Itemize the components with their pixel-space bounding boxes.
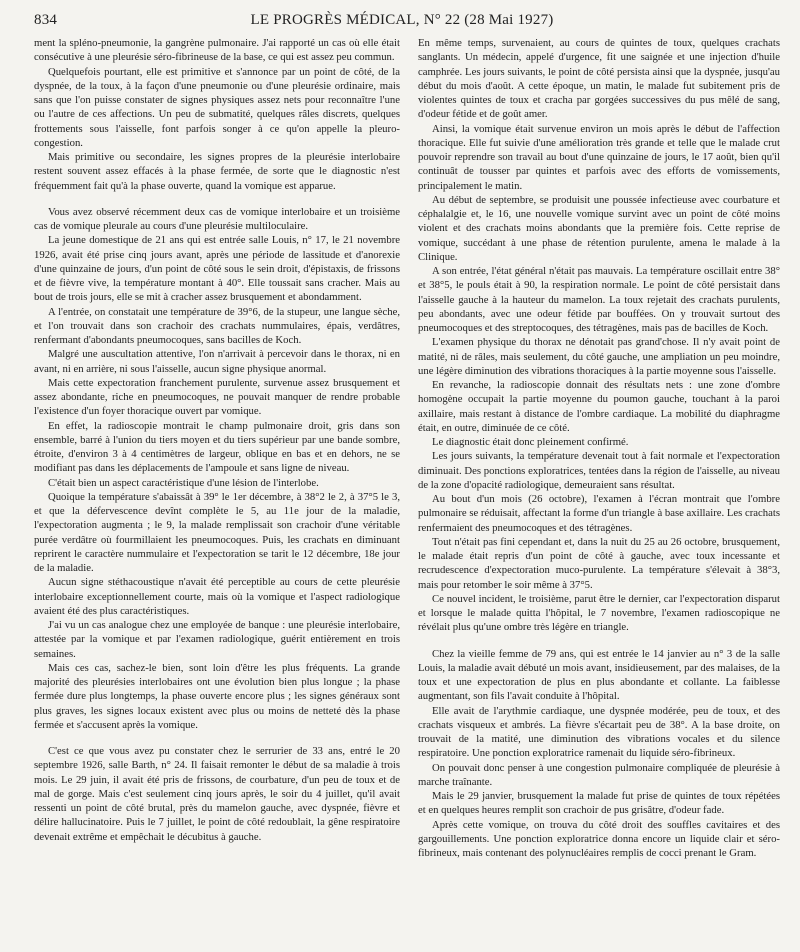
paragraph: L'examen physique du thorax ne dénotait pas grand'chose. Il n'y avait point de matité, ni de râles, mais seulement, du côté gauche, une ampliation un peu moindre, une légère diminution des vibrations thoraciques à la partie moyenne sous l'aisselle. [418,336,780,377]
paragraph: Tout n'était pas fini cependant et, dans la nuit du 25 au 26 octobre, brusquement, le malade était repris d'un point de côté à gauche, avec toux incessante et recrudescence d'expectoration muco-purulente. La température s'élevait à 38°3, mais pour retomber le soir même à 37°5. [418,535,780,591]
paragraph: On pouvait donc penser à une congestion pulmonaire compliquée de pleurésie à marche traînante. [418,761,780,788]
journal-title: LE PROGRÈS MÉDICAL, N° 22 (28 Mai 1927) [250,12,554,28]
paragraph: Malgré une auscultation attentive, l'on n'arrivait à percevoir dans le thorax, ni en avant, ni en arrière, ni sous l'aisselle, aucun signe physique anormal. [34,348,400,375]
paragraph: Quoique la température s'abaissât à 39° le 1er décembre, à 38°2 le 2, à 37°5 le 3, et que la défervescence devînt complète le 5, au 11e jour de la maladie, l'expectoration augmenta ; le 9, la malade remplissait son crachoir d'une véritable purée verdâtre où fourmillaient les pneumocoques. Puis, les crachats en diminuant reprirent le caractère nummulaire et l'expectoration se tarit le 12 décembre, 18e jour de la maladie. [34,490,400,574]
paragraph: C'était bien un aspect caractéristique d'une lésion de l'interlobe. [48,476,319,489]
left-text-column [34,36,400,948]
paragraph: Ainsi, la vomique était survenue environ un mois après le début de l'affection thoracique. Elle fut suivie d'une amélioration très grande et telle que le malade crut pouvoir reprendre son travail au bout d'une quinzaine de jours, le 17 août, bien qu'il continuât de tousser par quintes et parfois avec des efforts de vomissements, principalement le matin. [418,122,780,192]
paragraph: Les jours suivants, la température devenait tout à fait normale et l'expectoration diminuait. Des ponctions exploratrices, tentées dans la région de l'aisselle, au niveau de la zone d'opacité radiologique, demeuraient sans résultat. [418,450,780,491]
section-gap [34,732,400,744]
section-gap [34,193,400,205]
paragraph: La jeune domestique de 21 ans qui est entrée salle Louis, n° 17, le 21 novembre 1926, avait été prise cinq jours avant, après une période de lassitude et d'anorexie d'une quinzaine de jours, d'un point de côté sous le sein droit, d'épistaxis, de frissons et de fièvre vive, la température montant à 40°. Elle toussait sans cracher. Mais au bout de trois jours, elle se mit à cracher assez brusquement et abondamment. [34,234,400,304]
paragraph: Aucun signe stéthacoustique n'avait été perceptible au cours de cette pleurésie interlobaire exceptionnellement courte, mais où la vomique et l'aspect radiologique avaient été des plus caractéristiques. [34,576,400,617]
page-number: 834 [34,12,58,28]
paragraph: En même temps, survenaient, au cours de quintes de toux, quelques crachats sanglants. Un médecin, appelé d'urgence, fit une saignée et une injection d'huile camphrée. Les jours suivants, le point de côté persista ainsi que la dyspnée, jusqu'au début du mois d'août. A cette époque, un matin, le malade fut subitement pris de violentes quintes de toux et cracha par gorgées successives du pus mêlé de sang, d'odeur fétide et de goût amer. [418,37,780,121]
paragraph: C'est ce que vous avez pu constater chez le serrurier de 33 ans, entré le 20 septembre 1926, salle Barth, n° 24. Il faisait remonter le début de sa maladie à trois mois. Le 29 juin, il avait été pris de frissons, de courbature, d'un peu de toux et de mal de gorge. Mais c'est seulement cinq jours après, le soir du 4 juillet, qu'il avait ressenti un point de côté brutal, près du mamelon gauche, avec dyspnée, fièvre et délire hallucinatoire. Puis le 7 juillet, le point de côté redoublait, la gêne respiratoire devenait extrême et empêchait le décubitus à gauche. [34,745,400,843]
paragraph: ment la spléno-pneumonie, la gangrène pulmonaire. J'ai rapporté un cas où elle était consécutive à une pleurésie séro-fibrineuse de la base, ce qui est assez peu commun. [34,37,400,64]
paragraph: J'ai vu un cas analogue chez une employée de banque : une pleurésie interlobaire, attestée par la vomique et par l'examen radiologique, guérit entièrement en trois semaines. [34,619,400,660]
paragraph: Mais le 29 janvier, brusquement la malade fut prise de quintes de toux répétées et en quelques heures remplit son crachoir de pus grisâtre, d'odeur fade. [418,790,780,817]
paragraph: Chez la vieille femme de 79 ans, qui est entrée le 14 janvier au n° 3 de la salle Louis, la maladie avait débuté un mois avant, insidieusement, par des malaises, de la toux et une expectoration de plus en plus abondante et collante. La faiblesse augmentant, son fils l'avait conduite à l'hôpital. [418,647,780,703]
paragraph: A l'entrée, on constatait une température de 39°6, de la stupeur, une langue sèche, et l'on trouvait dans son crachoir des crachats nummulaires, épais, verdâtres, renfermant d'abondants pneumocoques, sans bacilles de Koch. [34,305,400,346]
paragraph: Au début de septembre, se produisit une poussée infectieuse avec courbature et céphalalgie et, le 16, une nouvelle vomique survint avec un point de côté moins violent et des crachats moins abondants que la première fois. Cette reprise de vomique, succédant à une phase de rétention purulente, amena le malade à la Clinique. [418,193,780,263]
paragraph: Le diagnostic était donc pleinement confirmé. [432,436,629,448]
paragraph: Mais ces cas, sachez-le bien, sont loin d'être les plus fréquents. La grande majorité des pleurésies interlobaires ont une évolution bien plus longue ; la phase fermée dure plus longtemps, la phase ouverte encore plus ; les signes généraux sont plus graves, les signes locaux existent avec plus ou moins de netteté dès la phase fermée et s'accusent après la vomique. [34,661,400,731]
page-header [34,12,770,32]
paragraph: A son entrée, l'état général n'était pas mauvais. La température oscillait entre 38° et 38°5, le pouls était à 90, la respiration normale. Le point de côté persistait dans l'aisselle gauche à la hauteur du mamelon. La toux rejetait des crachats purulents, peu abondants, avec une odeur fétide par bouffées. On y trouvait surtout des pneumocoques et des streptocoques, des tétragènes, mais pas de bacilles de Koch. [418,265,780,334]
paragraph: En effet, la radioscopie montrait le champ pulmonaire droit, gris dans son ensemble, barré à l'union du tiers moyen et du tiers supérieur par une bande sombre, étroite, d'environ 3 à 4 centimètres de largeur, oblique en bas et en dehors, ne se modifiant pas dans les déplacements de l'ampoule et sans ligne de niveau. [34,419,400,475]
paragraph: Mais cette expectoration franchement purulente, survenue assez brusquement et assez abondante, riche en pneumocoques, ne pouvait manquer de rendre probable l'existence d'un foyer thoracique ouvert par vomique. [34,376,400,418]
section-gap [418,635,780,647]
paragraph: Elle avait de l'arythmie cardiaque, une dyspnée modérée, peu de toux, et des crachats visqueux et ambrés. La fièvre s'écartait peu de 38°. A la base droite, on trouvait de la matité, une diminution des vibrations vocales et du silence respiratoire. Une ponction exploratrice ramenait du liquide séro-fibrineux. [418,704,780,760]
paragraph: Vous avez observé récemment deux cas de vomique interlobaire et un troisième cas de vomique pleurale au cours d'une pleurésie multiloculaire. [34,205,400,232]
paragraph: Au bout d'un mois (26 octobre), l'examen à l'écran montrait que l'ombre pulmonaire se réduisait, affectant la forme d'un triangle à base axillaire. Les crachats renfermaient des pneumocoques et des tétragènes. [418,493,780,534]
paragraph: Ce nouvel incident, le troisième, parut être le dernier, car l'expectoration disparut et lorsque le malade quitta l'hôpital, le 7 novembre, l'examen radioscopique ne révélait plus qu'une ombre très légère en triangle. [418,592,780,634]
paragraph: Mais primitive ou secondaire, les signes propres de la pleurésie interlobaire restent souvent assez effacés à la phase fermée, de sorte que le diagnostic n'est fréquemment fait qu'à la phase ouverte, quand la vomique est apparue. [34,151,400,192]
paragraph: En revanche, la radioscopie donnait des résultats nets : une zone d'ombre homogène occupait la partie moyenne du poumon gauche, touchant à la paroi axillaire, mais restant à distance de l'ombre cardiaque. La mobilité du diaphragme était, en outre, diminuée de ce côté. [418,379,780,434]
paragraph: Après cette vomique, on trouva du côté droit des souffles cavitaires et des gargouillements. Une ponction exploratrice donna encore un liquide clair et séro-fibrineux, mais contenant des polynucléaires remplis de cocci prenant le Gram. [418,818,780,859]
paragraph: Quelquefois pourtant, elle est primitive et s'annonce par un point de côté, de la dyspnée, de la toux, à la façon d'une pneumonie ou d'une pleurésie ordinaire, mais sans que l'on puisse constater de signes physiques assez nets pour reconnaître l'une ou l'autre de ces affections. Un peu de submatité, quelques râles discrets, quelques frottements sous l'aisselle, font parfois songer à ce qu'on appelle la pleuro-congestion. [34,65,400,149]
right-text-column [418,36,780,948]
